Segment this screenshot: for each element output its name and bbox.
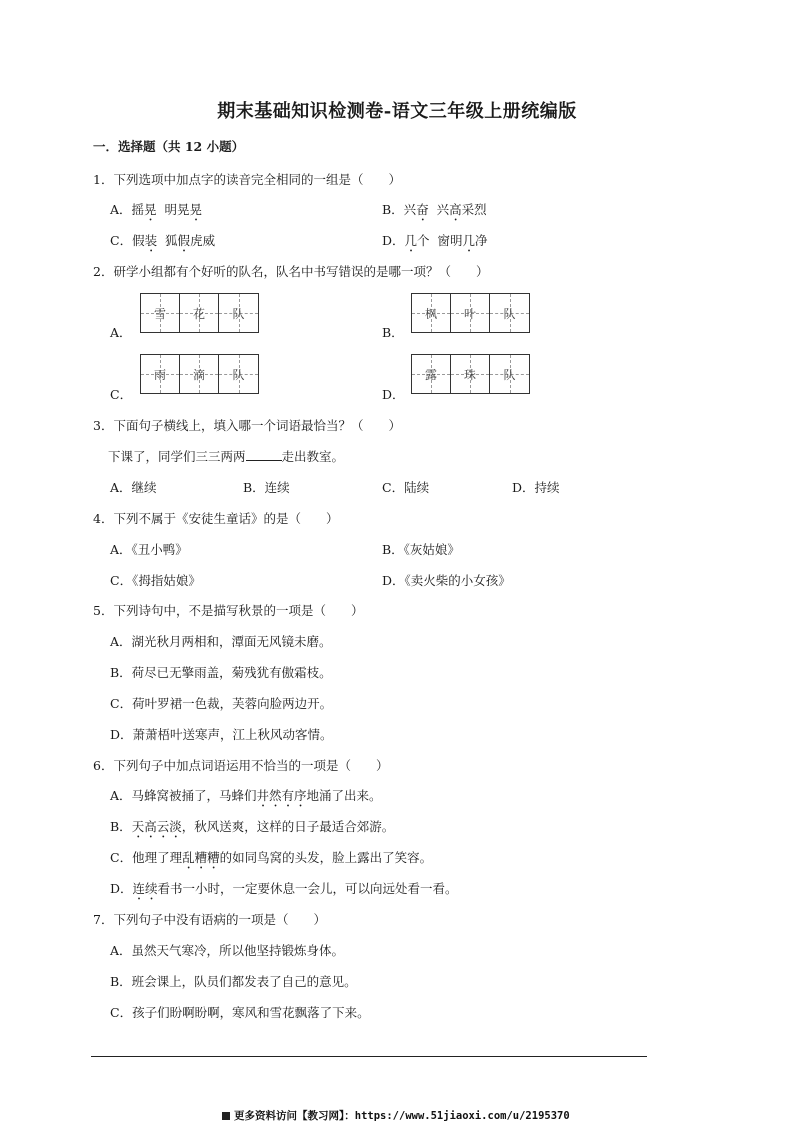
q5-option-d: D．萧萧梧叶送寒声，江上秋风动客情。	[110, 727, 333, 742]
q3-sentence-post: 走出教室。	[281, 449, 345, 464]
grid-char: 队	[232, 306, 245, 321]
q3-option-b: B．连续	[243, 480, 290, 495]
grid-char: 队	[232, 367, 245, 382]
q6-option-d	[110, 879, 458, 903]
q1-d-text-3: 净	[475, 233, 488, 248]
grid-cell	[451, 294, 490, 332]
q5-option-b: B．荷尽已无擎雨盖，菊残犹有傲霜枝。	[110, 665, 332, 680]
q1-d-text-2: 个 窗明	[417, 233, 463, 248]
q6-d-dotted: 连续	[132, 881, 158, 896]
grid-cell	[412, 355, 451, 393]
q1-a-text-1: A．摇	[110, 202, 145, 217]
footer-divider	[91, 1056, 647, 1057]
grid-char: 叶	[463, 306, 476, 321]
q6-b-dotted: 天高云淡	[131, 819, 182, 834]
q3-blank	[246, 448, 282, 461]
q6-option-a	[110, 786, 382, 810]
q1-a-text-2: 明晃	[156, 202, 190, 217]
q2-grid-c	[140, 354, 259, 394]
q7-option-c: C．孩子们盼啊盼啊，寒风和雪花飘落了下来。	[110, 1005, 370, 1020]
q3-option-a: A．继续	[110, 480, 157, 495]
q2-label-b: B．	[382, 325, 404, 340]
question-7-stem: 7．下列句子中没有语病的一项是（ ）	[93, 912, 326, 927]
q6-a-dotted: 井然有序	[256, 788, 307, 803]
q2-label-c: C．	[110, 387, 133, 402]
grid-cell	[141, 355, 180, 393]
q4-option-b: B．《灰姑娘》	[382, 542, 460, 557]
q4-option-d: D．《卖火柴的小女孩》	[382, 573, 511, 588]
q1-b-text-3: 采烈	[461, 202, 487, 217]
q1-b-text-1: B．兴	[382, 202, 417, 217]
grid-cell	[490, 355, 529, 393]
q1-c-dotted-1: 装	[144, 233, 158, 248]
q6-c-dotted: 乱糟糟	[182, 850, 220, 865]
q7-option-b: B．班会课上，队员们都发表了自己的意见。	[110, 974, 357, 989]
grid-char: 珠	[463, 367, 476, 382]
question-6-stem: 6．下列句子中加点词语运用不恰当的一项是（ ）	[93, 758, 389, 773]
q1-b-text-2: 兴	[428, 202, 450, 217]
question-4-stem: 4．下列不属于《安徒生童话》的是（ ）	[93, 511, 339, 526]
q2-label-d: D．	[382, 387, 405, 402]
q3-option-d: D．持续	[512, 480, 560, 495]
q1-c-text-2: 狐	[157, 233, 178, 248]
q1-a-dotted-1: 晃	[144, 202, 157, 217]
q2-grid-b	[411, 293, 530, 333]
grid-cell	[412, 294, 451, 332]
grid-cell	[451, 355, 490, 393]
grid-cell	[180, 355, 219, 393]
grid-cell	[219, 355, 258, 393]
q2-label-a: A．	[110, 325, 132, 340]
q1-option-b	[382, 200, 487, 224]
q1-c-dotted-2: 假	[177, 233, 191, 248]
question-1-stem: 1．下列选项中加点字的读音完全相同的一组是（ ）	[93, 172, 401, 187]
grid-char: 花	[192, 306, 205, 321]
q6-a-text-1: A．马蜂窝被捅了，马蜂们	[110, 788, 257, 803]
q1-option-a	[110, 200, 202, 224]
q4-option-c: C．《拇指姑娘》	[110, 573, 201, 588]
q6-d-text-1: D．	[110, 881, 133, 896]
grid-char: 队	[503, 367, 516, 382]
grid-char: 队	[503, 306, 516, 321]
q3-sentence-pre: 下课了，同学们三三两两	[108, 449, 246, 464]
grid-char: 雪	[153, 306, 166, 321]
q1-a-dotted-2: 晃	[189, 202, 203, 217]
q1-d-text-1: D．	[382, 233, 405, 248]
q1-option-d	[382, 231, 488, 255]
grid-char: 枫	[424, 306, 437, 321]
question-2-stem: 2．研学小组都有个好听的队名，队名中书写错误的是哪一项？（ ）	[93, 264, 489, 279]
q1-c-text-1: C．假	[110, 233, 145, 248]
question-5-stem: 5．下列诗句中，不是描写秋景的一项是（ ）	[93, 603, 364, 618]
grid-cell	[490, 294, 529, 332]
grid-cell	[141, 294, 180, 332]
q1-b-dotted-2: 高	[449, 202, 462, 217]
q2-grid-a	[140, 293, 259, 333]
q2-grid-d	[411, 354, 530, 394]
q6-b-text-1: B．	[110, 819, 132, 834]
flag-icon	[222, 1112, 230, 1120]
grid-char: 滴	[192, 367, 205, 382]
q6-c-text-2: 的如同鸟窝的头发，脸上露出了笑容。	[219, 850, 433, 865]
q6-c-text-1: C．他理了理	[110, 850, 183, 865]
q3-sentence	[108, 447, 344, 465]
section-heading: 一．选择题（共 12 小题）	[93, 139, 245, 154]
q6-option-c	[110, 848, 432, 872]
page-title: 期末基础知识检测卷-语文三年级上册统编版	[217, 101, 577, 122]
footer-text: 更多资料访问【教习网】：https://www.51jiaoxi.com/u/2195370	[234, 1110, 570, 1122]
question-3-stem: 3．下面句子横线上，填入哪一个词语最恰当？（ ）	[93, 418, 401, 433]
q7-option-a: A．虽然天气寒冷，所以他坚持锻炼身体。	[110, 943, 345, 958]
q6-b-text-2: ，秋风送爽，这样的日子最适合郊游。	[181, 819, 395, 834]
q5-option-c: C．荷叶罗裙一色裁，芙蓉向脸两边开。	[110, 696, 333, 711]
q5-option-a: A．湖光秋月两相和，潭面无风镜未磨。	[110, 634, 332, 649]
grid-cell	[180, 294, 219, 332]
grid-cell	[219, 294, 258, 332]
q1-b-dotted-1: 奋	[416, 202, 429, 217]
q6-option-b	[110, 817, 394, 841]
footer-link[interactable]	[222, 1108, 570, 1123]
q6-a-text-2: 地涌了出来。	[306, 788, 382, 803]
q4-option-a: A．《丑小鸭》	[110, 542, 188, 557]
q3-option-c: C．陆续	[382, 480, 430, 495]
q6-d-text-2: 看书一小时，一定要休息一会儿，可以向远处看一看。	[157, 881, 458, 896]
q1-d-dotted-2: 几	[462, 233, 476, 248]
grid-char: 露	[424, 367, 437, 382]
q1-c-text-3: 虎威	[190, 233, 216, 248]
grid-char: 雨	[153, 367, 166, 382]
q1-option-c	[110, 231, 215, 255]
q1-d-dotted-1: 几	[404, 233, 418, 248]
